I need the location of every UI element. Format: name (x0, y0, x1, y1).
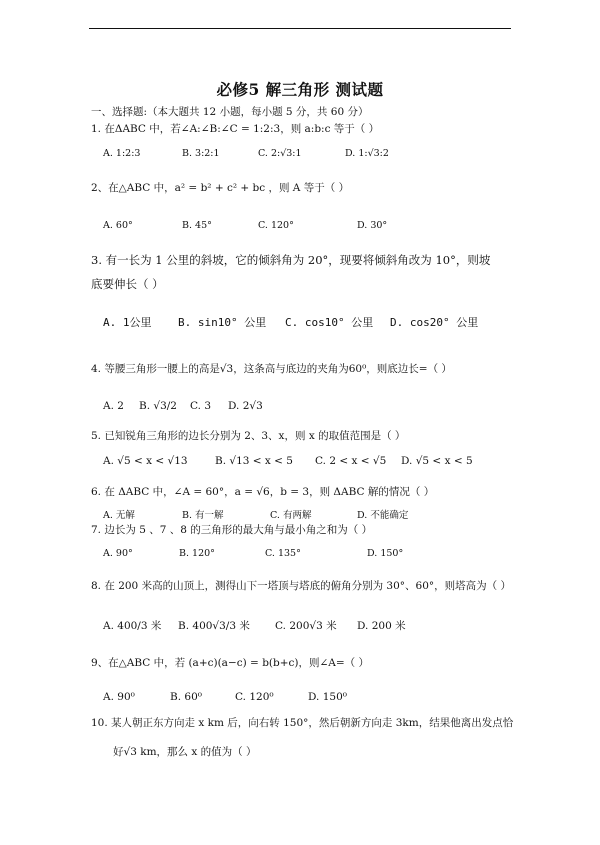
question-2-option-a: A. 60° (103, 220, 133, 231)
question-10-stem-line-1: 10. 某人朝正东方向走 x km 后，向右转 150°，然后朝新方向走 3km，结果他离出发点恰 (91, 717, 514, 729)
page-title: 必修5 解三角形 测试题 (216, 80, 384, 99)
question-3-option-c: C. cos10° 公里 (285, 316, 374, 329)
question-7-option-a: A. 90° (103, 548, 133, 559)
question-8-option-b: B. 400√3/3 米 (178, 620, 250, 632)
question-2-stem: 2、在△ABC 中，a² = b² + c² + bc ，则 A 等于（ ） (91, 182, 350, 194)
question-8-stem: 8. 在 200 米高的山顶上，测得山下一塔顶与塔底的俯角分别为 30°、60°，则塔高为（ ） (91, 580, 511, 592)
question-9-option-a: A. 90⁰ (103, 691, 135, 703)
question-4-option-c: C. 3 (190, 400, 212, 412)
question-6-stem: 6. 在 ΔABC 中，∠A = 60°，a = √6，b = 3，则 ΔABC 解的情况（ ） (91, 486, 435, 498)
question-1-option-b: B. 3:2:1 (182, 148, 220, 159)
question-6-option-c: C. 有两解 (270, 510, 312, 521)
question-9-option-b: B. 60⁰ (170, 691, 202, 703)
question-1-option-d: D. 1:√3:2 (345, 148, 389, 159)
question-5-option-c: C. 2 < x < √5 (315, 455, 387, 467)
question-1-stem: 1. 在ΔABC 中，若∠A:∠B:∠C = 1:2:3，则 a:b:c 等于（ ） (91, 123, 380, 135)
question-7-option-b: B. 120° (179, 548, 215, 559)
question-5-option-b: B. √13 < x < 5 (215, 455, 293, 467)
header-rule (89, 28, 511, 29)
question-8-option-a: A. 400/3 米 (103, 620, 162, 632)
question-6-option-a: A. 无解 (103, 510, 135, 521)
question-5-option-a: A. √5 < x < √13 (103, 455, 188, 467)
question-2-option-b: B. 45° (182, 220, 212, 231)
question-2-option-d: D. 30° (357, 220, 388, 231)
question-2-option-c: C. 120° (258, 220, 294, 231)
question-3-stem-line-1: 3. 有一长为 1 公里的斜坡，它的倾斜角为 20°，现要将倾斜角改为 10°，则坡 (91, 253, 491, 267)
question-3-option-d: D. cos20° 公里 (390, 316, 479, 329)
question-5-option-d: D. √5 < x < 5 (401, 455, 473, 467)
question-4-option-b: B. √3/2 (139, 400, 177, 412)
question-3-stem-line-2: 底要伸长（ ） (91, 277, 164, 291)
question-4-stem: 4. 等腰三角形一腰上的高是√3，这条高与底边的夹角为60⁰，则底边长=（ ） (91, 363, 452, 375)
question-6-option-b: B. 有一解 (182, 510, 224, 521)
question-3-option-b: B. sin10° 公里 (178, 316, 267, 329)
question-8-option-c: C. 200√3 米 (275, 620, 337, 632)
question-3-option-a: A. 1公里 (103, 316, 152, 329)
question-7-option-c: C. 135° (265, 548, 301, 559)
question-1-option-a: A. 1:2:3 (103, 148, 141, 159)
question-7-option-d: D. 150° (367, 548, 404, 559)
question-10-stem-line-2: 好√3 km，那么 x 的值为（ ） (113, 746, 257, 758)
question-5-stem: 5. 已知锐角三角形的边长分别为 2、3、x，则 x 的取值范围是（ ） (91, 430, 406, 442)
section-heading: 一、选择题:（本大题共 12 小题，每小题 5 分，共 60 分） (91, 106, 369, 118)
question-1-option-c: C. 2:√3:1 (258, 148, 302, 159)
question-4-option-a: A. 2 (103, 400, 124, 412)
question-9-option-d: D. 150⁰ (308, 691, 347, 703)
question-9-stem: 9、在△ABC 中，若 (a+c)(a−c) = b(b+c)，则∠A=（ ） (91, 657, 370, 669)
question-6-option-d: D. 不能确定 (357, 510, 409, 521)
question-7-stem: 7. 边长为 5 、7 、8 的三角形的最大角与最小角之和为（ ） (91, 524, 373, 536)
question-9-option-c: C. 120⁰ (235, 691, 274, 703)
question-8-option-d: D. 200 米 (357, 620, 406, 632)
question-4-option-d: D. 2√3 (228, 400, 263, 412)
